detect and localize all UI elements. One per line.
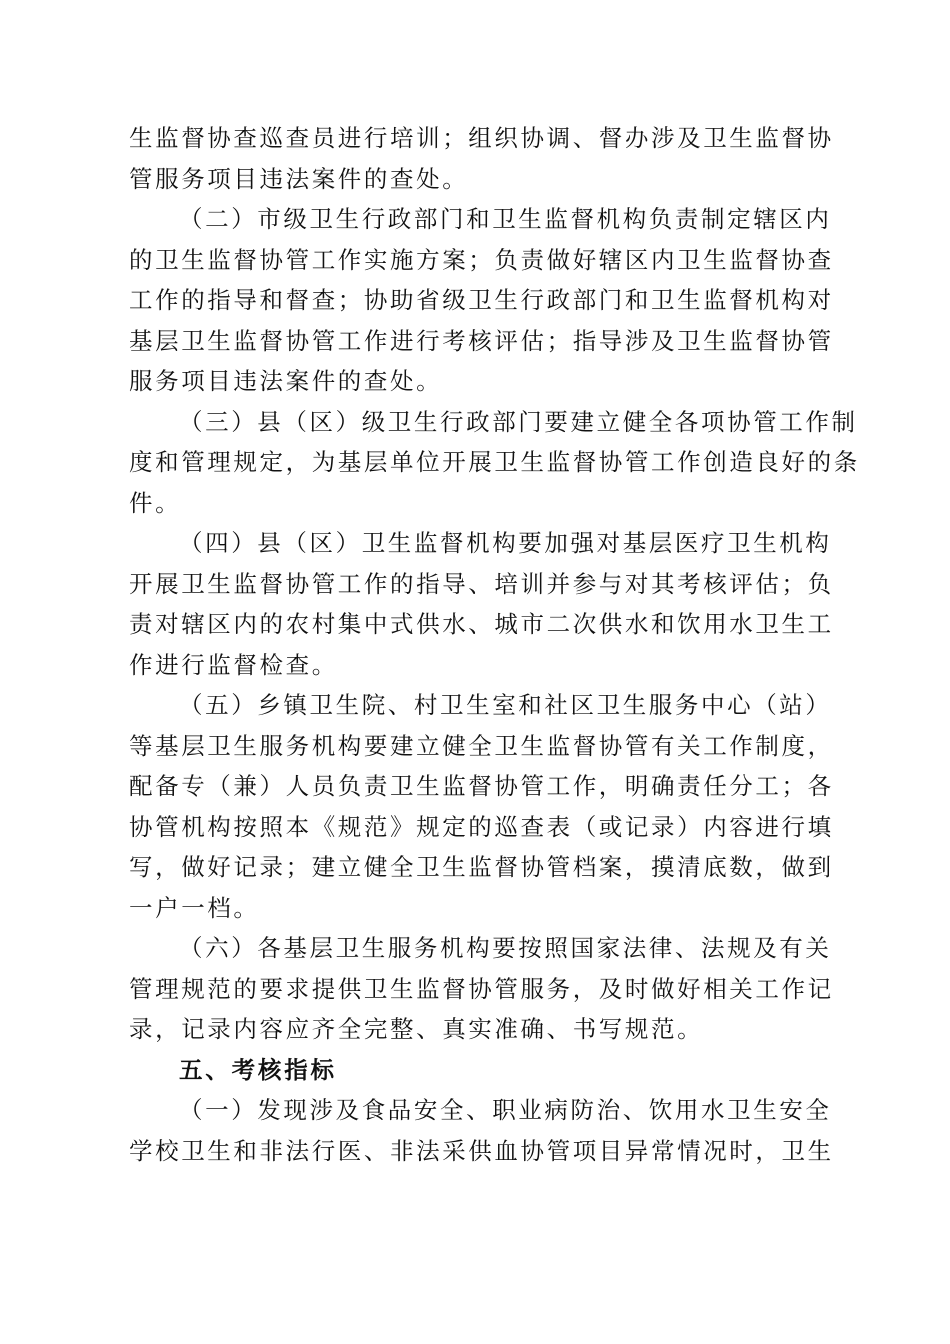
text-line: 录，记录内容应齐全完整、真实准确、书写规范。: [129, 1015, 704, 1043]
text-line: 生监督协查巡查员进行培训；组织协调、督办涉及卫生监督协: [129, 124, 834, 152]
section-heading: [129, 1050, 829, 1091]
paragraph-4: [129, 523, 834, 685]
text-line: 度和管理规定，为基层单位开展卫生监督协管工作创造良好的条: [129, 448, 860, 476]
paragraph-7: [129, 1090, 834, 1171]
paragraph-5: [129, 685, 834, 928]
text-line: （六）各基层卫生服务机构要按照国家法律、法规及有关: [179, 934, 832, 962]
text-line: 责对辖区内的农村集中式供水、城市二次供水和饮用水卫生工: [129, 610, 834, 638]
text-line: 开展卫生监督协管工作的指导、培训并参与对其考核评估；负: [129, 569, 834, 598]
text-line: 管服务项目违法案件的查处。: [129, 164, 469, 193]
document-body: [129, 118, 860, 1171]
text-line: 基层卫生监督协管工作进行考核评估；指导涉及卫生监督协管: [129, 326, 834, 355]
heading-text: 五、考核指标: [179, 1055, 337, 1084]
paragraph-1: [129, 118, 834, 199]
text-line: （二）市级卫生行政部门和卫生监督机构负责制定辖区内: [179, 205, 832, 233]
text-line: 协管机构按照本《规范》规定的巡查表（或记录）内容进行填: [129, 812, 834, 841]
text-line: 写，做好记录；建立健全卫生监督协管档案，摸清底数，做到: [129, 853, 834, 881]
text-line: 工作的指导和督查；协助省级卫生行政部门和卫生监督机构对: [129, 286, 834, 314]
text-line: 等基层卫生服务机构要建立健全卫生监督协管有关工作制度，: [129, 731, 834, 760]
text-line: （一）发现涉及食品安全、职业病防治、饮用水卫生安全: [179, 1096, 832, 1124]
paragraph-2: [129, 199, 834, 402]
text-line: 配备专（兼）人员负责卫生监督协管工作，明确责任分工；各: [129, 772, 834, 800]
text-line: 管理规范的要求提供卫生监督协管服务，及时做好相关工作记: [129, 974, 834, 1003]
text-line: 一户一档。: [129, 893, 260, 922]
paragraph-6: [129, 928, 834, 1050]
text-line: （四）县（区）卫生监督机构要加强对基层医疗卫生机构: [179, 529, 832, 557]
text-line: 件。: [129, 488, 182, 517]
text-line: 学校卫生和非法行医、非法采供血协管项目异常情况时，卫生: [129, 1136, 834, 1165]
text-line: 服务项目违法案件的查处。: [129, 367, 443, 395]
text-line: 的卫生监督协管工作实施方案；负责做好辖区内卫生监督协查: [129, 245, 834, 274]
text-line: （三）县（区）级卫生行政部门要建立健全各项协管工作制: [179, 407, 858, 436]
paragraph-3: [129, 402, 860, 524]
text-line: 作进行监督检查。: [129, 650, 338, 679]
text-line: （五）乡镇卫生院、村卫生室和社区卫生服务中心（站）: [179, 691, 832, 719]
